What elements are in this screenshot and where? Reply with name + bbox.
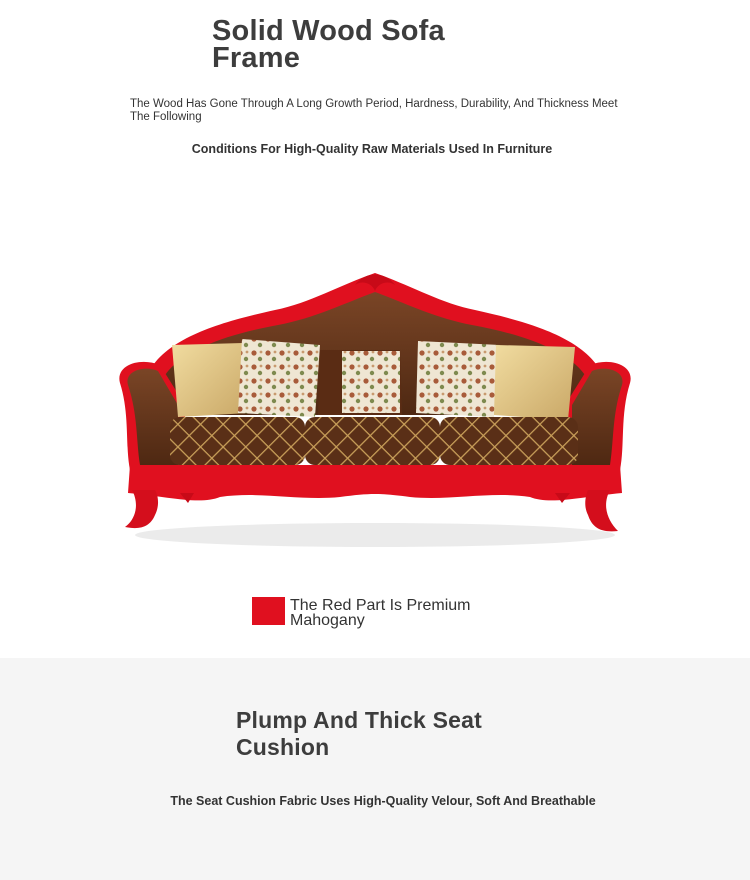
intro-text: The Wood Has Gone Through A Long Growth Period, Hardness, Durability, And Thickness Meet The Following — [130, 98, 618, 123]
legend — [252, 597, 520, 627]
cushion-subline: The Seat Cushion Fabric Uses High-Quality Velour, Soft And Breathable — [170, 794, 596, 808]
legend-label: The Red Part Is Premium Mahogany — [290, 597, 471, 629]
bottom-section — [0, 658, 750, 880]
sofa-image — [110, 265, 640, 555]
red-swatch — [252, 597, 285, 625]
section-title-seat-cushion: Plump And Thick Seat Cushion — [236, 707, 482, 760]
section-title-sofa-frame: Solid Wood Sofa Frame — [212, 15, 445, 74]
materials-subline: Conditions For High-Quality Raw Materials Used In Furniture — [191, 142, 553, 156]
